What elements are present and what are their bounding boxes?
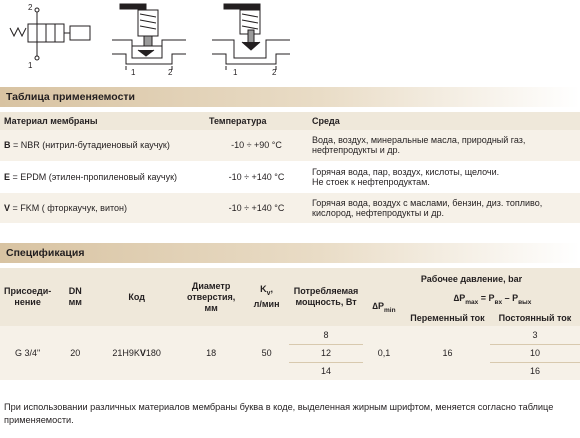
power-cell: 12 — [289, 344, 363, 362]
table-row — [0, 326, 580, 344]
code-variable-letter: V — [139, 348, 146, 358]
diameter-cell: 18 — [178, 326, 244, 380]
header-text: вых — [518, 298, 532, 306]
applicability-table — [0, 112, 580, 224]
header-text: Диаметр — [191, 280, 231, 291]
valve-symbol-diagram — [4, 0, 114, 75]
temperature-cell: -10 ÷ +90 °C — [205, 130, 308, 161]
port-label: 1 — [233, 68, 238, 77]
header-kv — [244, 268, 289, 326]
valve-open-diagram — [204, 0, 294, 78]
temperature-cell: -10 ÷ +140 °C — [205, 161, 308, 192]
media-line: Горячая вода, пар, воздух, кислоты, щелочи. — [312, 166, 500, 177]
header-dc: Постоянный ток — [490, 310, 580, 326]
header-text: Потребляемая — [293, 286, 359, 296]
dpmin-cell: 0,1 — [363, 326, 405, 380]
media-cell — [308, 192, 580, 223]
ac-cell: 16 — [405, 326, 490, 380]
header-text: , — [270, 284, 274, 295]
header-connection — [0, 268, 55, 326]
material-cell — [0, 161, 205, 192]
header-dpmin — [363, 290, 405, 326]
header-code: Код — [95, 268, 178, 326]
header-text: ∆P — [453, 292, 466, 303]
power-cell: 14 — [289, 362, 363, 380]
header-text: л/мин — [253, 298, 280, 309]
header-text: max — [465, 298, 479, 306]
header-text: DN — [68, 286, 82, 296]
valve-diagrams — [0, 0, 580, 80]
header-text: = P — [478, 292, 495, 303]
applicability-title: Таблица применяемости — [0, 87, 580, 107]
header-text: v — [266, 289, 271, 297]
header-text: мощность, Вт — [295, 297, 357, 307]
header-diameter — [178, 268, 244, 326]
code-cell — [95, 326, 178, 380]
header-text: min — [384, 306, 396, 314]
media-line: Горячая вода, воздух с маслами, бензин, диз. топливо, — [312, 197, 543, 208]
footnote: При использовании различных материалов мембраны буква в коде, выделенная жирным шрифтом, меняется согласно таблице применяемости. — [4, 402, 554, 425]
material-name: = NBR (нитрил-бутадиеновый каучук) — [10, 140, 170, 151]
media-line: кислород, нефтепродукты и др. — [312, 207, 444, 218]
material-name: = FKM ( фторкаучук, витон) — [10, 202, 127, 213]
header-media: Среда — [308, 112, 580, 130]
media-line: Не стоек к нефтепродуктам. — [312, 176, 430, 187]
material-cell — [0, 130, 205, 161]
media-cell — [308, 130, 580, 161]
temperature-cell: -10 ÷ +140 °C — [205, 192, 308, 223]
media-cell — [308, 161, 580, 192]
header-temperature: Температура — [205, 112, 308, 130]
spec-table — [0, 268, 580, 380]
header-text: нение — [14, 297, 41, 307]
media-line: Вода, воздух, минеральные масла, природный газ, — [312, 135, 526, 146]
header-text: отверстия, — [186, 291, 236, 302]
header-pressure: Рабочее давление, bar — [363, 268, 580, 290]
header-text: – P — [502, 292, 519, 303]
table-row — [0, 192, 580, 223]
material-name: = EPDM (этилен-пропиленовый каучук) — [10, 171, 177, 182]
header-text: K — [260, 284, 267, 295]
header-text: мм — [68, 297, 82, 307]
port-label: 2 — [28, 3, 33, 12]
header-ac: Переменный ток — [405, 310, 490, 326]
header-dn — [55, 268, 95, 326]
port-label: 1 — [131, 68, 136, 77]
header-dpmax — [405, 290, 580, 310]
code-text: 180 — [145, 348, 161, 358]
valve-closed-diagram — [102, 0, 192, 78]
table-row — [0, 161, 580, 192]
header-text: мм — [204, 302, 218, 313]
header-text: ∆P — [372, 300, 384, 311]
material-cell — [0, 192, 205, 223]
header-power — [289, 268, 363, 326]
header-text: вх — [494, 298, 503, 306]
material-code: B — [4, 140, 11, 151]
material-code: E — [4, 171, 11, 182]
material-code: V — [4, 202, 11, 213]
port-label: 2 — [272, 68, 277, 77]
table-row — [0, 130, 580, 161]
power-cell: 8 — [289, 326, 363, 344]
dc-cell: 3 — [490, 326, 580, 344]
connection-cell: G 3/4" — [0, 326, 55, 380]
dn-cell: 20 — [55, 326, 95, 380]
port-label: 2 — [168, 68, 173, 77]
port-label: 1 — [28, 61, 33, 70]
header-material: Материал мембраны — [0, 112, 205, 130]
dc-cell: 16 — [490, 362, 580, 380]
spec-title: Спецификация — [0, 243, 580, 263]
dc-cell: 10 — [490, 344, 580, 362]
media-line: нефтепродукты и др. — [312, 145, 401, 156]
header-text: Присоеди- — [4, 286, 52, 296]
code-text: 21H9K — [112, 348, 140, 358]
kv-cell: 50 — [244, 326, 289, 380]
